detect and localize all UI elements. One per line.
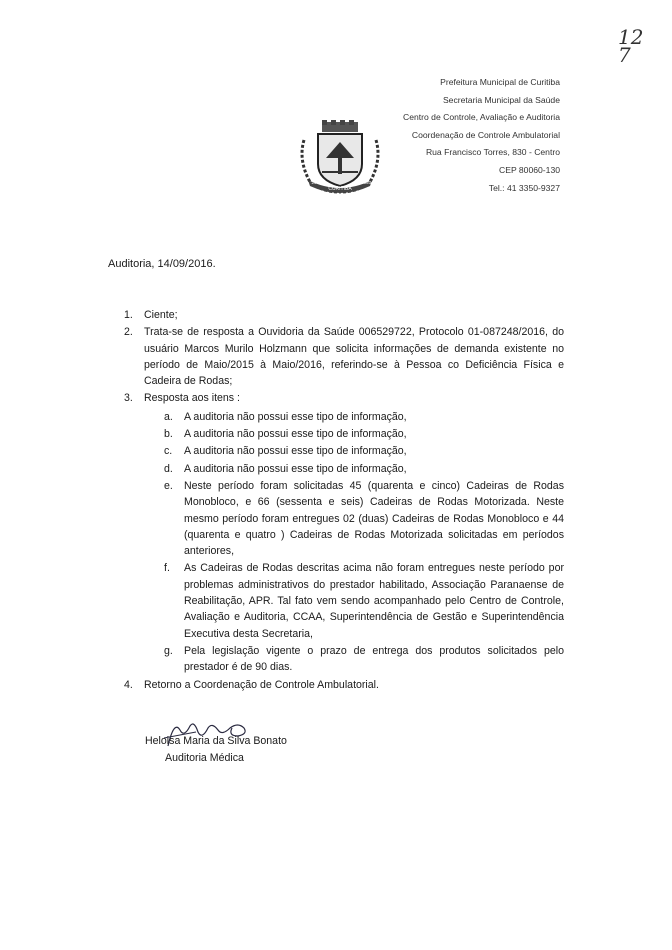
- sub-item-letter: a.: [164, 410, 173, 423]
- sub-item-letter: e.: [164, 479, 173, 492]
- sub-list: [164, 409, 564, 676]
- list-item: [120, 390, 564, 675]
- date-line: Auditoria, 14/09/2016.: [108, 258, 216, 270]
- sub-item-text: A auditoria não possui esse tipo de informação,: [184, 462, 407, 475]
- sub-item-text: A auditoria não possui esse tipo de informação,: [184, 445, 407, 458]
- page-number-handwritten: [618, 25, 644, 67]
- list-item: [120, 677, 564, 693]
- letterhead-line: Prefeitura Municipal de Curitiba: [440, 77, 560, 87]
- sub-item-letter: g.: [164, 644, 173, 657]
- list-item: [120, 324, 564, 389]
- page-number-bottom: 7: [618, 43, 631, 67]
- letterhead-line: Secretaria Municipal da Saúde: [442, 94, 560, 105]
- list-item-number: 4.: [124, 678, 133, 691]
- letterhead-line: Tel.: 41 3350-9327: [488, 182, 560, 193]
- letterhead: [403, 74, 560, 197]
- list-item: [120, 307, 564, 323]
- sub-item-text: A auditoria não possui esse tipo de informação,: [184, 428, 407, 441]
- list-item-number: 2.: [124, 326, 133, 339]
- sub-item-text: A auditoria não possui esse tipo de informação,: [184, 410, 407, 423]
- list-item-text: Resposta aos itens :: [144, 392, 240, 405]
- sub-item-text: Pela legislação vigente o prazo de entrega dos produtos solicitados pelo prestador é de 90 dias.: [184, 644, 564, 674]
- crest-ribbon-text: CURITIBA: [328, 186, 352, 192]
- sub-list-item: [164, 478, 564, 559]
- sub-item-letter: f.: [164, 562, 170, 575]
- sub-item-letter: c.: [164, 445, 173, 458]
- letterhead-line: Centro de Controle, Avaliação e Auditoria: [402, 112, 560, 123]
- sub-item-text: Neste período foram solicitadas 45 (quarenta e cinco) Cadeiras de Rodas Monobloco, e 66 (sessenta e seis) Cadeiras de Rodas Motorizada. Neste mesmo período foram entregues 02 (duas) Cadeiras de Rodas Monobloco e 44 (quarenta e quatro ) Cadeiras de Rodas Motorizada solicitadas em períodos anteriores,: [184, 479, 564, 558]
- sub-list-item: [164, 461, 564, 477]
- list-item-number: 3.: [124, 392, 133, 405]
- letterhead-line: Rua Francisco Torres, 830 - Centro: [425, 147, 560, 158]
- curitiba-coat-of-arms-logo: [296, 120, 384, 196]
- list-item-text: Retorno a Coordenação de Controle Ambulatorial.: [144, 678, 379, 691]
- signer-title: Auditoria Médica: [165, 752, 244, 764]
- numbered-list: [120, 307, 564, 693]
- sub-list-item: [164, 443, 564, 459]
- page-number-top: 12: [618, 25, 644, 49]
- sub-list-item: [164, 560, 564, 641]
- sub-list-item: [164, 643, 564, 676]
- sub-item-letter: b.: [164, 428, 173, 441]
- signer-name: Heloisa Maria da Silva Bonato: [145, 735, 287, 747]
- crest-year-right: 1693: [360, 180, 372, 185]
- letterhead-line: Coordenação de Controle Ambulatorial: [411, 129, 560, 140]
- sub-item-letter: d.: [164, 462, 173, 475]
- sub-list-item: [164, 426, 564, 442]
- signer-block: [145, 733, 287, 767]
- letterhead-line: CEP 80060-130: [499, 164, 560, 175]
- sub-list-item: [164, 409, 564, 425]
- list-item-number: 1.: [124, 309, 133, 321]
- list-item-text: Ciente;: [144, 309, 178, 321]
- sub-item-text: As Cadeiras de Rodas descritas acima não foram entregues neste período por problemas administrativos do prestador habilitado, Associação Paranaense de Reabilitação, APR. Tal fato vem sendo acompanhado pelo Centro de Controle, Avaliação e Auditoria, CCAA, Superintendência de Gestão e Superintendência Executiva desta Secretaria,: [184, 562, 564, 640]
- list-item-text: Trata-se de resposta a Ouvidoria da Saúde 006529722, Protocolo 01-087248/2016, do usuário Marcos Murilo Holzmann que solicita informações de demanda existente no período de Maio/2015 à Maio/2016, referindo-se à Pessoa co Deficiência Física e Cadeira de Rodas;: [144, 326, 564, 388]
- crest-year-left: 29: [311, 180, 317, 185]
